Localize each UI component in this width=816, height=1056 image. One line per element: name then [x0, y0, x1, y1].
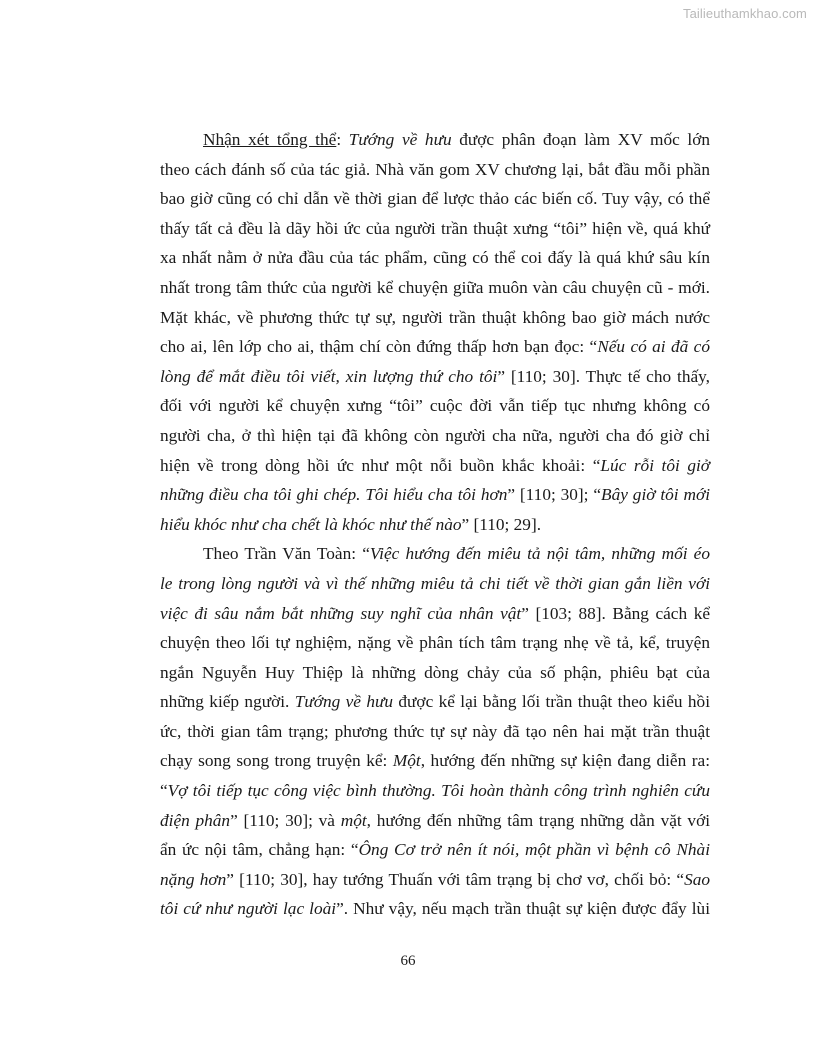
text-line: Mặt khác, về phương thức tự sự, người trần thuật không bao giờ mách nước	[160, 307, 710, 327]
text-line	[160, 746, 710, 776]
text-line	[160, 569, 710, 599]
text-line	[160, 806, 710, 836]
text-line	[160, 599, 710, 629]
text-run: ” [110; 30]. Thực tế cho thấy,	[497, 366, 710, 386]
quote-run: Lúc rỗi tôi giở	[600, 455, 710, 475]
text-run: những kiếp người.	[160, 692, 295, 712]
text-line	[160, 835, 710, 865]
text-line	[160, 865, 710, 895]
text-line: ngắn Nguyễn Huy Thiệp là những dòng chảy của số phận, phiêu bạt của	[160, 662, 710, 682]
text-line: người cha, ở thì hiện tại đã không còn người cha nữa, người cha đó giờ chỉ	[160, 425, 710, 445]
text-line	[160, 362, 710, 392]
text-run: ” [110; 29].	[461, 514, 542, 534]
quote-run: tôi cứ như người lạc loài	[160, 899, 337, 919]
text-line: đối với người kể chuyện xưng “tôi” cuộc đời vẫn tiếp tục nhưng không có	[160, 396, 710, 416]
text-line: bao giờ cũng có chỉ dẫn về thời gian để lược thảo các biến cố. Tuy vậy, có thể	[160, 189, 710, 209]
quote-run: việc đi sâu nắm bắt những suy nghĩ của nhân vật	[160, 603, 522, 623]
text-line: thấy tất cả đều là dãy hồi ức của người trần thuật xưng “tôi” hiện về, quá khứ	[160, 218, 710, 238]
emphasis-run: một	[340, 810, 367, 830]
text-run: ”. Như vậy, nếu mạch trần thuật sự kiện được đẩy lùi	[336, 899, 710, 919]
text-run: ” [110; 30]; “	[507, 485, 602, 505]
text-line	[160, 451, 710, 481]
document-body	[160, 125, 710, 924]
text-line	[160, 687, 710, 717]
text-run: ” [103; 88]. Bằng cách kể	[521, 603, 711, 623]
text-line: chuyện theo lối tự nghiệm, nặng về phân tích tâm trạng nhẹ về tả, kể, truyện	[160, 633, 710, 653]
text-line	[160, 510, 710, 540]
section-lead: Nhận xét tổng thể	[203, 130, 337, 149]
text-line: theo cách đánh số của tác giả. Nhà văn gom XV chương lại, bắt đầu mỗi phần	[160, 159, 710, 179]
watermark: Tailieuthamkhao.com	[682, 6, 807, 21]
text-run: “	[160, 781, 168, 801]
emphasis-run: Một	[392, 751, 421, 771]
quote-run: những điều cha tôi ghi chép. Tôi hiểu cha tôi hơn	[160, 485, 508, 505]
text-run: được phân đoạn làm XV mốc lớn	[451, 130, 711, 149]
page-number: 66	[400, 953, 416, 969]
text-line	[160, 125, 710, 155]
text-line	[160, 894, 710, 924]
text-run: ẩn ức nội tâm, chẳng hạn: “	[160, 840, 359, 860]
text-run: , hướng đến những tâm trạng những dằn vặt với	[366, 810, 711, 830]
quote-run: Việc hướng đến miêu tả nội tâm, những mối éo	[369, 544, 710, 564]
text-run: chạy song song trong truyện kể:	[160, 751, 393, 771]
quote-run: Nếu có ai đã có	[597, 337, 710, 357]
quote-run: nặng hơn	[160, 869, 227, 889]
text-run: hiện về trong dòng hồi ức như một nỗi buồn khắc khoải: “	[160, 455, 601, 475]
quote-run: Sao	[684, 869, 710, 889]
text-line	[160, 539, 710, 569]
text-run: ” [110; 30]; và	[230, 810, 341, 830]
work-title: Tướng về hưu	[348, 130, 452, 149]
text-run: được kể lại bằng lối trần thuật theo kiểu hồi	[393, 692, 710, 712]
quote-run: lòng để mắt điều tôi viết, xin lượng thứ cho tôi	[160, 366, 498, 386]
quote-run: Ông Cơ trở nên ít nói, một phần vì bệnh cô Nhài	[358, 840, 710, 860]
text-line: ức, thời gian tâm trạng; phương thức tự sự này đã tạo nên hai mặt trần thuật	[160, 721, 710, 741]
quote-run: Bây giờ tôi mới	[601, 485, 710, 505]
text-run: ” [110; 30], hay tướng Thuấn với tâm trạng bị chơ vơ, chối bỏ: “	[226, 869, 685, 889]
text-line: xa nhất nằm ở nửa đầu của tác phẩm, cũng có thể coi đấy là quá khứ sâu kín	[160, 248, 710, 268]
quote-run: Vợ tôi tiếp tục công việc bình thường. Tôi hoàn thành công trình nghiên cứu	[167, 781, 710, 801]
quote-run: hiểu khóc như cha chết là khóc như thế nào	[160, 514, 462, 534]
quote-run: le trong lòng người và vì thế những miêu tả chi tiết về thời gian gắn liền với	[160, 573, 710, 593]
text-run: , hướng đến những sự kiện đang diễn ra:	[420, 751, 711, 771]
text-run: cho ai, lên lớp cho ai, thậm chí còn đứng thấp hơn bạn đọc: “	[160, 337, 598, 357]
text-line	[160, 776, 710, 806]
quote-run: điện phân	[160, 810, 231, 830]
text-line	[160, 332, 710, 362]
text-line: nhất trong tâm thức của người kể chuyện giữa muôn vàn câu chuyện cũ - mới.	[160, 277, 710, 297]
text-line	[160, 480, 710, 510]
text-run: Theo Trần Văn Toàn: “	[203, 544, 370, 564]
work-title: Tướng về hưu	[294, 692, 394, 712]
text-run: :	[336, 130, 349, 149]
